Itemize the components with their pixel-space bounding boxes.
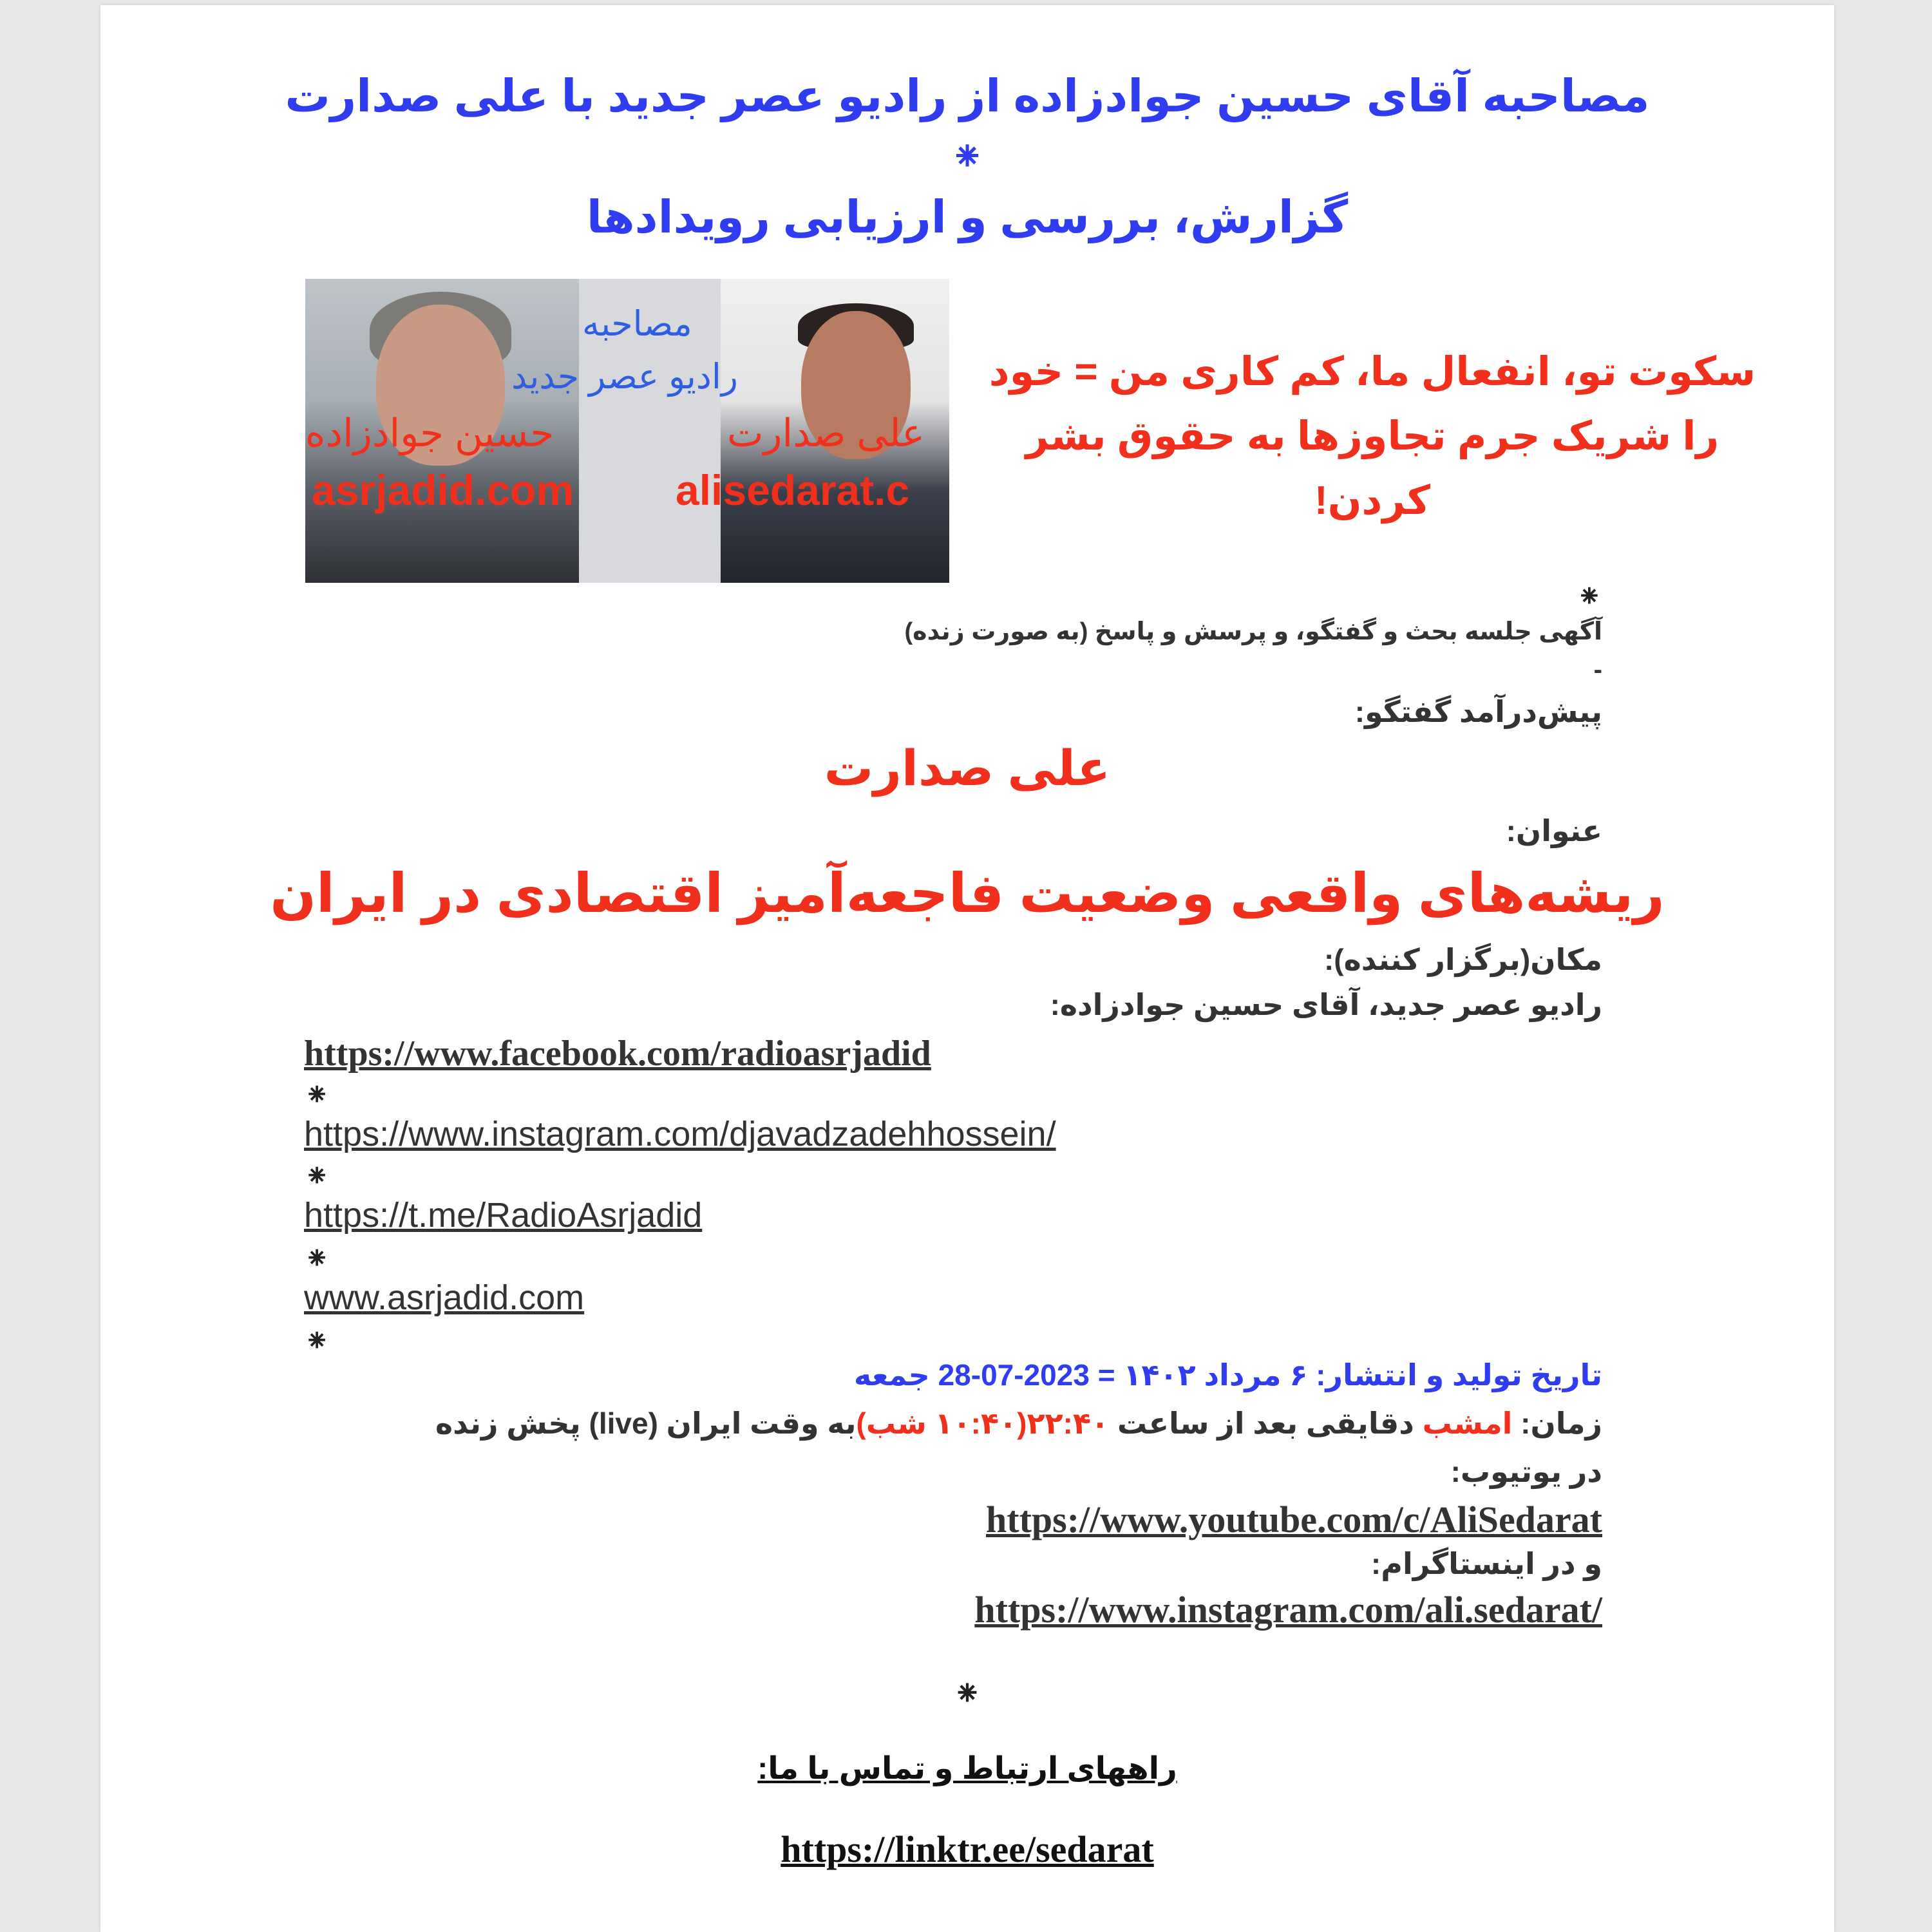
linktree-link[interactable]: https://linktr.ee/sedarat xyxy=(781,1828,1154,1870)
separator-star: ⁕ xyxy=(304,1159,330,1193)
document-page xyxy=(100,5,1834,1932)
place-label: مکان(برگزار کننده): xyxy=(1323,943,1602,976)
separator-dash: - xyxy=(1593,656,1602,684)
page-title: مصاحبه آقای حسین جوادزاده از رادیو عصر جدید با علی صدارت xyxy=(285,71,1650,121)
slogan-quote: سکوت تو، انفعال ما، کم کاری من = خود را شریک جرم تجاوزها به حقوق بشر کردن! xyxy=(989,350,1756,523)
photo-caption-guest-name: علی صدارت xyxy=(727,412,925,455)
contact-label: راههای ارتباط و تماس با ما: xyxy=(757,1752,1177,1786)
footer-separator-star: ⁕ xyxy=(952,1674,982,1713)
facebook-link[interactable]: https://www.facebook.com/radioasrjadid xyxy=(304,1034,931,1074)
time-paren: (۱۰:۴۰ شب) xyxy=(856,1406,1027,1440)
time-tonight: امشب xyxy=(1422,1406,1513,1440)
youtube-label: در یوتیوب: xyxy=(1450,1455,1602,1488)
time-mid: دقایقی بعد از ساعت xyxy=(1109,1406,1423,1440)
photo-caption-host-name: حسین جوادزاده xyxy=(305,412,554,455)
telegram-link[interactable]: https://t.me/RadioAsrjadid xyxy=(304,1196,703,1235)
photo-caption-host-site: asrjadid.com xyxy=(312,466,574,514)
separator-star: ⁕ xyxy=(304,1324,330,1358)
separator-star: ⁕ xyxy=(304,1242,330,1276)
website-link[interactable]: www.asrjadid.com xyxy=(304,1278,585,1317)
instagram-label: و در اینستاگرام: xyxy=(1370,1547,1602,1580)
broadcast-time xyxy=(435,1406,1602,1441)
intro-label: پیش‌درآمد گفتگو: xyxy=(1354,695,1602,728)
instagram-sedarat-link[interactable]: https://www.instagram.com/ali.sedarat/ xyxy=(974,1589,1602,1631)
time-prefix: زمان: xyxy=(1512,1406,1602,1440)
subject-title: ریشه‌های واقعی وضعیت فاجعه‌آمیز اقتصادی در ایران xyxy=(270,863,1665,923)
time-suffix: به وقت ایران (live) پخش زنده xyxy=(435,1406,857,1440)
page-subtitle: گزارش، بررسی و ارزیابی رویدادها xyxy=(586,192,1349,242)
photo-caption-radio: رادیو عصر جدید xyxy=(511,357,739,396)
instagram-link[interactable]: https://www.instagram.com/djavadzadehhossein/ xyxy=(304,1115,1056,1153)
separator-star: ⁕ xyxy=(1576,580,1602,614)
separator-star: ⁕ xyxy=(304,1078,330,1112)
interview-photo xyxy=(305,279,949,583)
announcement-notice: آگهی جلسه بحث و گفتگو، و پرسش و پاسخ (به صورت زنده) xyxy=(904,618,1602,645)
speaker-name: علی صدارت xyxy=(824,741,1111,796)
title-separator-star: ⁕ xyxy=(950,133,985,180)
publish-date: تاریخ تولید و انتشار: ۶ مرداد ۱۴۰۲ = 2023-07-28 جمعه xyxy=(853,1358,1602,1392)
youtube-link[interactable]: https://www.youtube.com/c/AliSedarat xyxy=(986,1499,1602,1540)
time-clock: ۲۲:۴۰ xyxy=(1027,1406,1110,1440)
subject-label: عنوان: xyxy=(1506,814,1602,848)
place-value: رادیو عصر جدید، آقای حسین جوادزاده: xyxy=(1050,988,1602,1021)
photo-caption-guest-site: alisedarat.c xyxy=(676,466,910,514)
photo-caption-interview: مصاحبه xyxy=(582,305,692,343)
